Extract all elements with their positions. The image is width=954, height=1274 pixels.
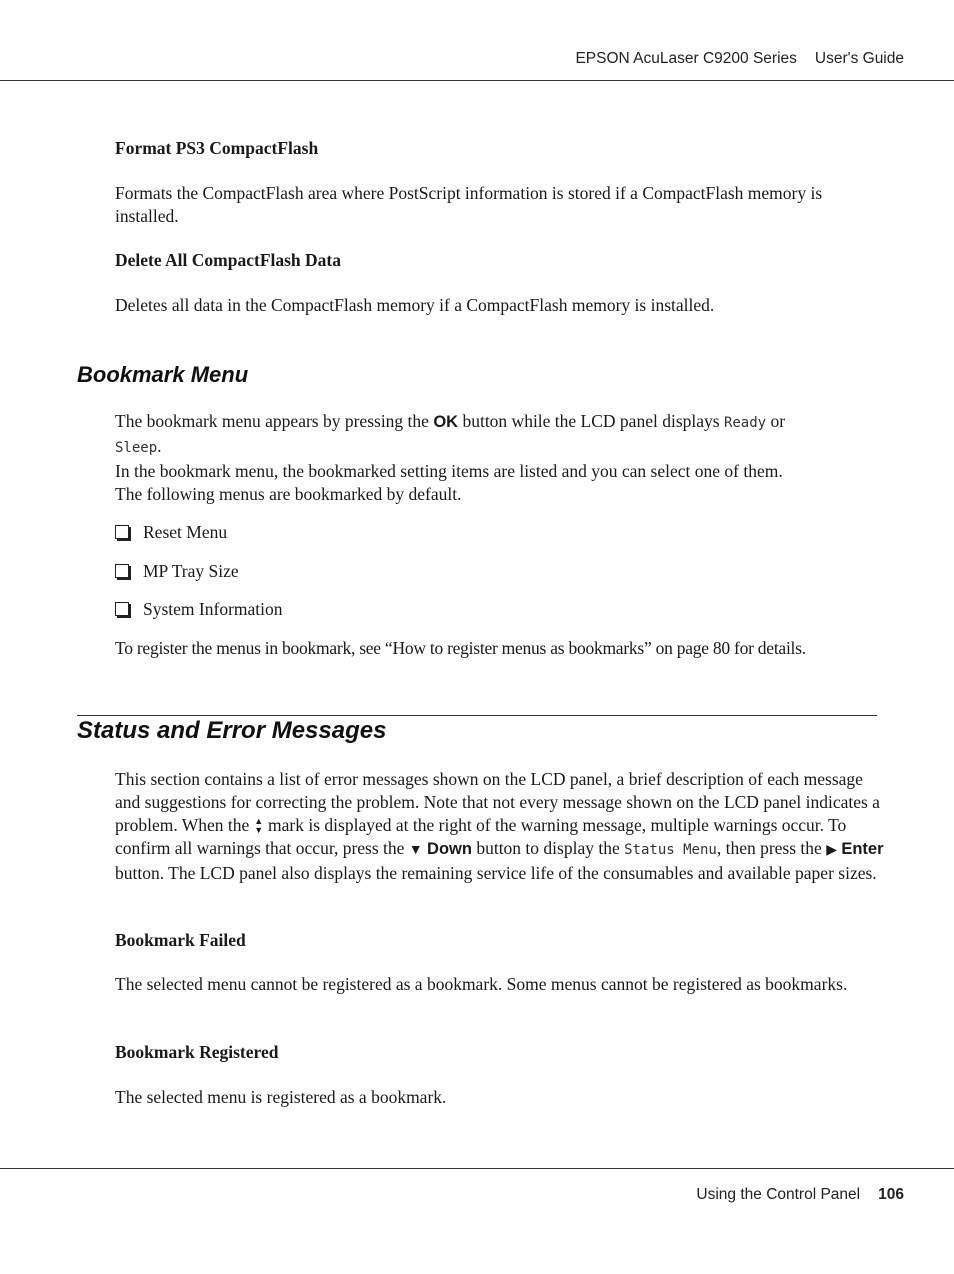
footer-rule [0, 1168, 954, 1169]
bookmark-registered-body: The selected menu is registered as a bookmark. [115, 1087, 447, 1107]
product-name: EPSON AcuLaser C9200 Series [575, 50, 797, 67]
down-arrow-icon: ▼ [408, 843, 423, 858]
bookmark-failed-title: Bookmark Failed [115, 930, 246, 950]
section-rule [77, 715, 877, 716]
bookmark-menu-heading: Bookmark Menu [77, 362, 249, 387]
guide-name: User's Guide [814, 50, 904, 67]
list-item [115, 521, 227, 544]
checkbox-bullet-icon [115, 525, 129, 539]
chapter-name: Using the Control Panel [696, 1186, 861, 1203]
header-rule [0, 80, 954, 81]
intro-text-d: . [157, 436, 162, 456]
status-text-d: , then press the [716, 838, 827, 858]
list-item-label: Reset Menu [143, 522, 228, 542]
intro-text-b: button while the LCD panel displays [458, 411, 724, 431]
list-item [115, 560, 239, 583]
lcd-ready: Ready [723, 415, 767, 431]
bookmark-menu-intro [115, 410, 885, 506]
status-text-c: button to display the [471, 838, 625, 858]
register-note: To register the menus in bookmark, see “How to register menus as bookmarks” on page 80 for details. [115, 638, 806, 658]
status-text-e: button. The LCD panel also displays the remaining service life of the consumables and available paper sizes. [115, 863, 877, 883]
list-item-label: System Information [143, 599, 283, 619]
delete-cf-body: Deletes all data in the CompactFlash memory if a CompactFlash memory is installed. [115, 295, 715, 315]
enter-button-label: Enter [841, 840, 884, 858]
checkbox-bullet-icon [115, 602, 129, 616]
page-header [575, 50, 904, 68]
intro-line-3: The following menus are bookmarked by default. [115, 484, 462, 504]
intro-text-c: or [766, 411, 786, 431]
up-down-arrow-icon: ▲ ▼ [254, 816, 264, 835]
bookmark-registered-title: Bookmark Registered [115, 1042, 279, 1062]
bookmark-failed-body: The selected menu cannot be registered as a bookmark. Some menus cannot be registered as bookmarks. [115, 974, 848, 994]
checkbox-bullet-icon [115, 564, 129, 578]
ok-button-label: OK [433, 413, 459, 431]
status-text-a: This section contains a list of error messages shown on the LCD panel, a brief description of each message and suggestions for correcting the problem. Note that not every message shown on the LCD panel indicates a problem. When the [115, 769, 880, 835]
delete-cf-title: Delete All CompactFlash Data [115, 250, 342, 270]
right-arrow-icon: ▶ [826, 843, 837, 858]
page-footer [696, 1186, 904, 1204]
status-error-heading: Status and Error Messages [77, 717, 387, 744]
lcd-sleep: Sleep [115, 440, 158, 456]
intro-line-2: In the bookmark menu, the bookmarked setting items are listed and you can select one of them. [115, 461, 783, 481]
lcd-status-menu: Status Menu [624, 842, 717, 858]
page-number: 106 [878, 1186, 904, 1203]
status-error-body [115, 768, 890, 885]
list-item-label: MP Tray Size [143, 561, 239, 581]
format-ps3-body: Formats the CompactFlash area where PostScript information is stored if a CompactFlash memory is installed. [115, 183, 823, 226]
intro-text-a: The bookmark menu appears by pressing the [115, 411, 434, 431]
status-text-b: mark is displayed at the right of the warning message, multiple warnings occur. To confirm all warnings that occur, press the [115, 815, 847, 858]
list-item [115, 598, 283, 621]
down-button-label: Down [427, 840, 472, 858]
format-ps3-title: Format PS3 CompactFlash [115, 138, 319, 158]
